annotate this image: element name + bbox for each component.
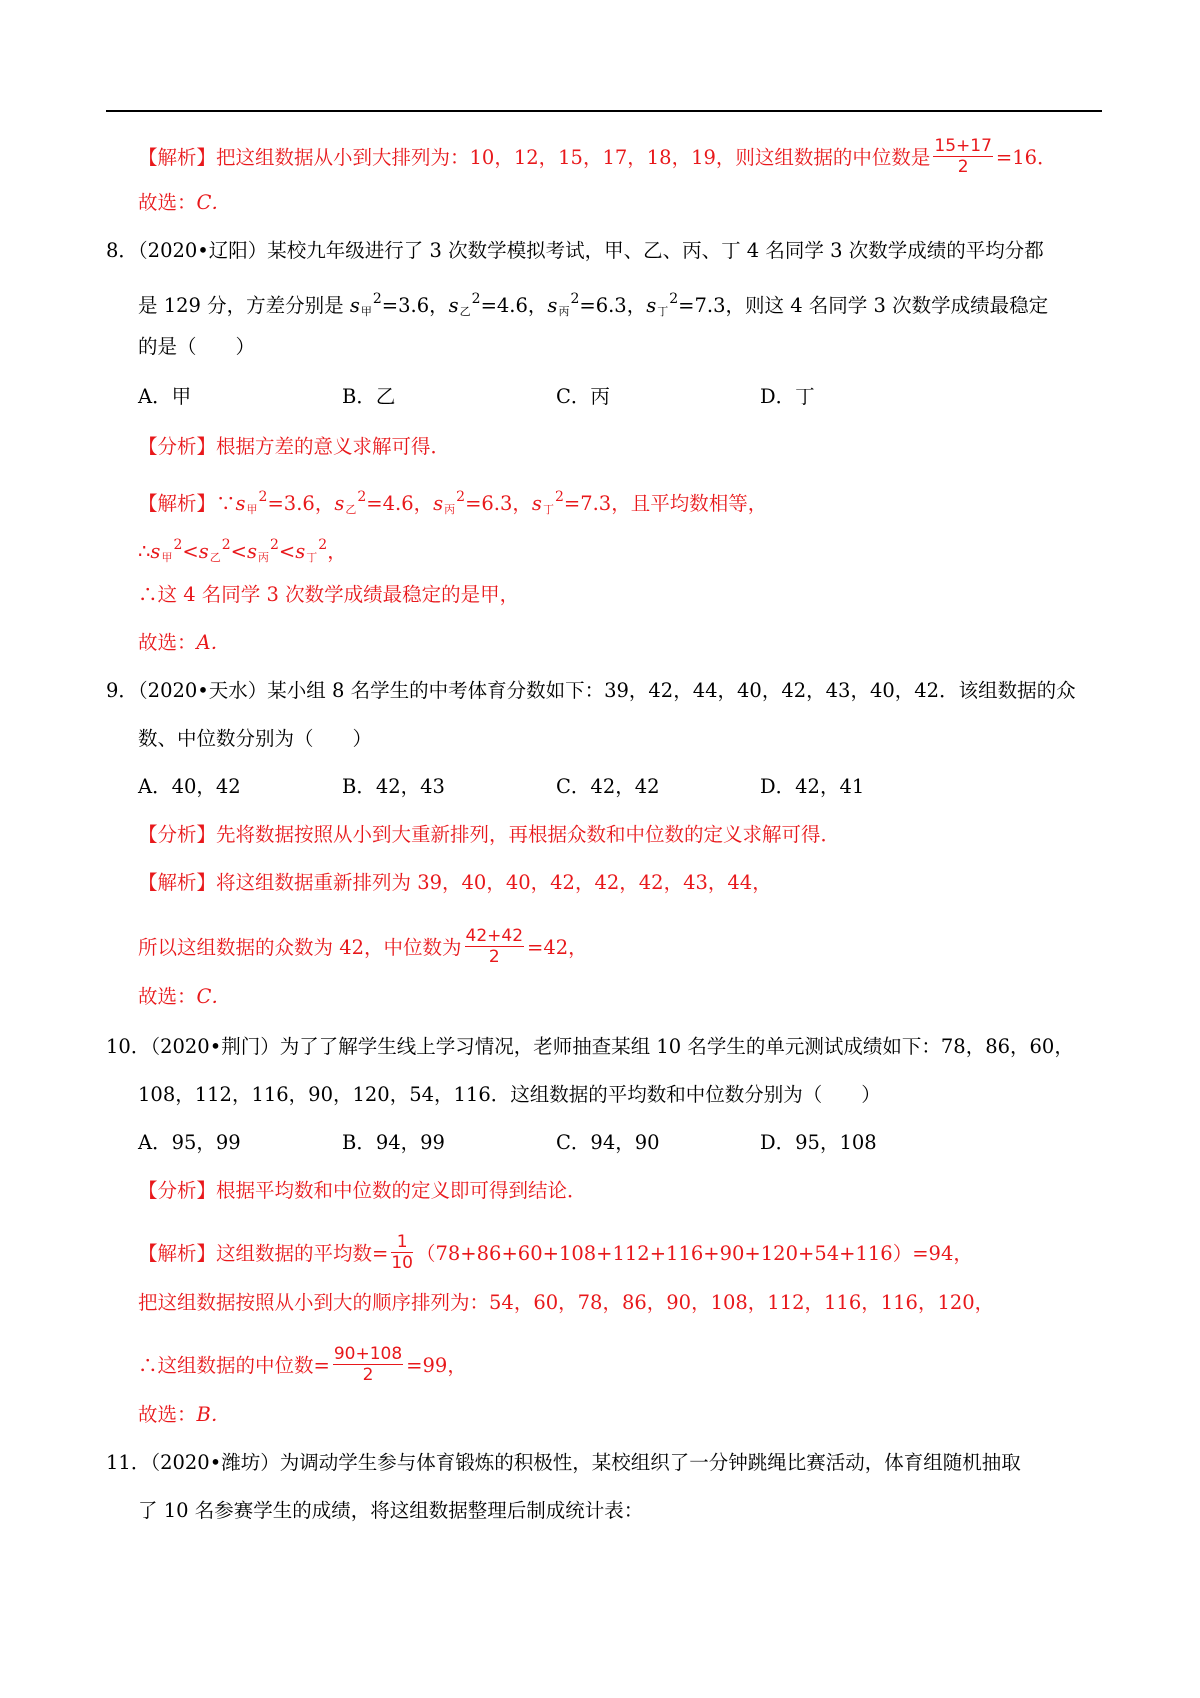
q10-sorted: 把这组数据按照从小到大的顺序排列为：54，60，78，86，90，108，112，116，116，120， xyxy=(138,1291,995,1314)
header-rule xyxy=(106,110,1102,112)
q7-jiexi-line: 【解析】把这组数据从小到大排列为：10，12，15，17，18，19，则这组数据的中位数是 $\frac{15+17}{2}$ =16． xyxy=(138,136,1057,177)
q10-answer: 故选：B． xyxy=(138,1403,231,1426)
q8-jiexi-line2: $\therefore s_甲^2<s_乙^2<s_丙^2<s_丁^2$， xyxy=(138,537,347,564)
q8-stem-line3: 的是（ ） xyxy=(138,335,256,358)
q8-jiexi-line1: 【解析】$\because s_甲^2=3.6$，$s_乙^2=4.6$，$s_丙^2=6.3$，$s_丁^2=7.3$，且平均数相等， xyxy=(138,489,768,516)
q8-fenxi: 【分析】根据方差的意义求解可得． xyxy=(138,435,451,458)
q10-stem-line1: 10．（2020•荆门）为了了解学生线上学习情况，老师抽查某组 10 名学生的单元测试成绩如下：78，86，60， xyxy=(106,1035,1074,1058)
q8-stem-line2: 是 129 分，方差分别是 $s_甲^2=3.6$，$s_乙^2=4.6$，$s_丙^2=6.3$，$s_丁^2=7.3$，则这 4 名同学 3 次数学成绩最稳定 xyxy=(138,291,1049,318)
q9-answer: 故选：C． xyxy=(138,985,231,1008)
jiexi-tag: 【解析】 xyxy=(138,146,217,169)
q8-option-c: C．丙 xyxy=(556,385,610,408)
q10-fenxi: 【分析】根据平均数和中位数的定义即可得到结论． xyxy=(138,1179,587,1202)
q9-stem-line2: 数、中位数分别为（ ） xyxy=(138,727,373,750)
q10-median: ∴这组数据的中位数= $\frac{90+108}{2}$ =99， xyxy=(138,1344,467,1385)
fraction: $\frac{90+108}{2}$ xyxy=(333,1344,403,1385)
q9-option-b: B．42，43 xyxy=(342,775,445,798)
q10-option-b: B．94，99 xyxy=(342,1131,445,1154)
q9-stem-line1: 9．（2020•天水）某小组 8 名学生的中考体育分数如下：39，42，44，40，42，43，40，42．该组数据的众 xyxy=(106,679,1076,702)
q9-option-c: C．42，42 xyxy=(556,775,660,798)
q8-option-d: D．丁 xyxy=(760,385,815,408)
q9-mode-median: 所以这组数据的众数为 42，中位数为 $\frac{42+42}{2}$ =42， xyxy=(138,926,588,967)
fraction: $\frac{1}{10}$ xyxy=(391,1232,413,1273)
q8-option-b: B．乙 xyxy=(342,385,396,408)
q10-option-d: D．95，108 xyxy=(760,1131,877,1154)
q11-stem-line1: 11．（2020•潍坊）为调动学生参与体育锻炼的积极性，某校组织了一分钟跳绳比赛活动，体育组随机抽取 xyxy=(106,1451,1021,1474)
q8-option-a: A．甲 xyxy=(138,385,192,408)
fraction: $\frac{15+17}{2}$ xyxy=(934,136,992,177)
q9-option-d: D．42，41 xyxy=(760,775,865,798)
q8-conclusion: ∴这 4 名同学 3 次数学成绩最稳定的是甲， xyxy=(138,583,520,606)
fraction: $\frac{42+42}{2}$ xyxy=(465,926,524,967)
q10-jiexi-mean: 【解析】这组数据的平均数= $\frac{1}{10}$ （78+86+60+108+112+116+90+120+54+116）=94， xyxy=(138,1232,973,1273)
q9-jiexi: 【解析】将这组数据重新排列为 39，40，40，42，42，42，43，44， xyxy=(138,871,772,894)
q9-option-a: A．40，42 xyxy=(138,775,241,798)
q11-stem-line2: 了 10 名参赛学生的成绩，将这组数据整理后制成统计表： xyxy=(138,1499,644,1522)
q10-stem-line2: 108，112，116，90，120，54，116．这组数据的平均数和中位数分别为（ ） xyxy=(138,1083,881,1106)
q10-option-c: C．94，90 xyxy=(556,1131,660,1154)
q10-option-a: A．95，99 xyxy=(138,1131,241,1154)
q9-fenxi: 【分析】先将数据按照从小到大重新排列，再根据众数和中位数的定义求解可得． xyxy=(138,823,841,846)
q7-answer: 故选：C． xyxy=(138,191,231,214)
q8-stem-line1: 8．（2020•辽阳）某校九年级进行了 3 次数学模拟考试，甲、乙、丙、丁 4 名同学 3 次数学成绩的平均分都 xyxy=(106,239,1044,262)
q8-answer: 故选：A． xyxy=(138,631,231,654)
